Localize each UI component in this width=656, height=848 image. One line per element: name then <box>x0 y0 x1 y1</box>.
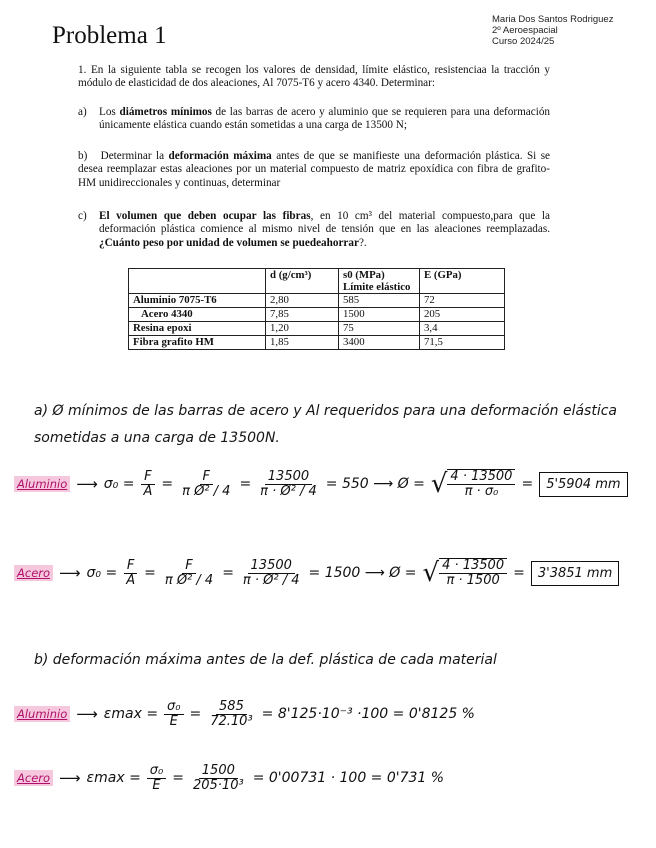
question-c-mid: , en 10 cm³ del material compuesto,para que la deformación plástica comience al mismo nivel de tensión que en las aleaciones reemplazadas. <box>99 210 550 236</box>
root-num: 4 · 13500 <box>439 559 507 574</box>
frac-den: 72.10³ <box>210 713 253 729</box>
frac-den: π Ø² / 4 <box>164 572 214 588</box>
table-header-cell <box>129 269 266 294</box>
question-a-label: a) <box>78 106 87 118</box>
table-row <box>129 308 505 322</box>
aluminio-highlight: Aluminio <box>14 706 70 722</box>
question-c-bold2: ¿Cuánto peso por unidad de volumen se puedeahorrar <box>99 236 359 249</box>
question-a <box>78 106 550 133</box>
question-a-text <box>99 106 550 133</box>
fraction <box>207 700 255 729</box>
arrow-icon: ⟶ <box>76 705 98 723</box>
frac-num: F <box>200 470 213 485</box>
fraction <box>257 470 320 499</box>
fraction <box>164 700 183 729</box>
question-c <box>78 210 550 250</box>
frac-num: 13500 <box>248 559 295 574</box>
author-name: Maria Dos Santos Rodriguez <box>492 14 614 25</box>
arrow-icon: ⟶ <box>76 475 98 493</box>
question-c-bold1: El volumen que deben ocupar las fibras <box>99 210 311 222</box>
table-row <box>129 294 505 308</box>
table-cell: Fibra grafito HM <box>129 336 266 350</box>
question-a-post: de las barras de acero y aluminio que se requieren para una deformación únicamente elástica cuando están sometidas a una carga de 13500 N; <box>99 106 551 132</box>
frac-num: F <box>124 559 137 574</box>
eq-lhs: σ₀ = <box>103 476 135 492</box>
author-block <box>492 14 613 47</box>
table-cell: Resina epoxi <box>129 322 266 336</box>
eq-lhs: σ₀ = <box>86 565 118 581</box>
aluminio-highlight: Aluminio <box>14 476 70 492</box>
eq-mid: = 1500 ⟶ Ø = <box>308 565 417 581</box>
result-box-acero-diameter: 3'3851 mm <box>531 561 619 586</box>
question-b <box>78 150 550 190</box>
table-row <box>129 336 505 350</box>
table-cell: 1,20 <box>266 322 339 336</box>
frac-num: 13500 <box>265 470 312 485</box>
frac-num: 585 <box>216 700 247 715</box>
square-root: √ $\frac{4 \cdot 13500}{\text{π · σ₀}}$ <box>431 469 516 499</box>
frac-num: 1500 <box>199 764 238 779</box>
equation-row-aluminio-b: Aluminio ⟶ εmax = $\frac{\text{σ₀}}{E}$ = $\frac{585}{\text{72.10³}}$ = 8'125·10⁻³ ·100 = 0'8125 % <box>14 684 475 744</box>
question-b-pre: Determinar la <box>100 150 169 162</box>
table-cell: Acero 4340 <box>129 308 266 322</box>
table-row <box>129 322 505 336</box>
acero-highlight: Acero <box>14 565 53 581</box>
question-b-bold: deformación máxima <box>168 150 272 162</box>
table-header-cell: E (GPa) <box>420 269 505 294</box>
academic-year: Curso 2024/25 <box>492 36 555 47</box>
equation-row-acero-b: Acero ⟶ εmax = $\frac{\text{σ₀}}{E}$ = $\frac{1500}{\text{205·10³}}$ = 0'00731 · 100 = 0'731 % <box>14 748 444 808</box>
problem-intro: 1. En la siguiente tabla se recogen los valores de densidad, límite elástico, resistenciaa la tracción y módulo de elasticidad de dos aleaciones, Al 7075-T6 y acero 4340. Determinar: <box>78 64 550 90</box>
acero-highlight: Acero <box>14 770 53 786</box>
frac-num: σ₀ <box>147 764 166 779</box>
question-b-label: b) <box>78 150 88 162</box>
table-cell: 7,85 <box>266 308 339 322</box>
solution-a-heading: a) Ø mínimos de las barras de acero y Al requeridos para una deformación elástica sometidas a una carga de 13500N. <box>34 403 618 446</box>
arrow-icon: ⟶ <box>59 769 81 787</box>
table-cell: 75 <box>339 322 420 336</box>
frac-num: F <box>182 559 195 574</box>
question-a-pre: Los <box>99 106 120 118</box>
frac-num: σ₀ <box>164 700 183 715</box>
table-cell: 585 <box>339 294 420 308</box>
frac-den: π · Ø² / 4 <box>242 572 300 588</box>
question-a-bold: diámetros mínimos <box>119 106 212 118</box>
question-c-label: c) <box>78 210 87 222</box>
frac-den: E <box>169 713 178 729</box>
fraction <box>190 764 247 793</box>
fraction <box>123 559 138 588</box>
table-cell: 2,80 <box>266 294 339 308</box>
fraction <box>147 764 166 793</box>
eq-mid: = 550 ⟶ Ø = <box>325 476 425 492</box>
table-cell: 1,85 <box>266 336 339 350</box>
root-den: π · σ₀ <box>464 484 499 499</box>
question-c-text <box>99 210 550 250</box>
eq-rest: = 0'00731 · 100 = 0'731 % <box>252 770 445 786</box>
course-name: 2º Aeroespacial <box>492 25 558 36</box>
solution-b-heading: b) deformación máxima antes de la def. plástica de cada material <box>34 652 497 668</box>
eq-rest: = 8'125·10⁻³ ·100 = 0'8125 % <box>261 706 475 722</box>
fraction <box>179 470 233 499</box>
table-header-row <box>129 269 505 294</box>
frac-den: π · Ø² / 4 <box>260 483 317 499</box>
table-header-cell: d (g/cm³) <box>266 269 339 294</box>
frac-den: 205·10³ <box>192 777 244 793</box>
fraction <box>162 559 216 588</box>
arrow-icon: ⟶ <box>59 564 81 582</box>
root-num: 4 · 13500 <box>447 470 515 485</box>
result-box-aluminio-diameter: 5'5904 mm <box>539 472 627 497</box>
properties-table <box>128 268 505 350</box>
table-cell: 3,4 <box>420 322 505 336</box>
table-cell: 71,5 <box>420 336 505 350</box>
frac-num: F <box>141 470 154 485</box>
equation-row-aluminio-a: Aluminio ⟶ σ₀ = $\frac{F}{A}$ = $\frac{F}{\text{π Ø² / 4}}$ = $\frac{13500}{\text{π · Ø² / 4}}$ = 550 ⟶ Ø = √ $\frac{4 \cdot 13500}{\text{π · σ₀}}$ = 5'5904 mm <box>14 454 628 514</box>
question-c-end: ?. <box>358 236 367 249</box>
fraction <box>140 470 155 499</box>
fraction <box>240 559 303 588</box>
frac-den: π Ø² / 4 <box>182 483 231 499</box>
table-cell: 1500 <box>339 308 420 322</box>
table-cell: Aluminio 7075-T6 <box>129 294 266 308</box>
frac-den: A <box>143 483 153 499</box>
table-cell: 72 <box>420 294 505 308</box>
square-root: √ $\frac{4 \cdot 13500}{\pi \cdot 1500}$ <box>423 558 508 588</box>
table-cell: 3400 <box>339 336 420 350</box>
equation-row-acero-a: Acero ⟶ σ₀ = $\frac{F}{A}$ = $\frac{F}{\text{π Ø² / 4}}$ = $\frac{13500}{\text{π · Ø² / 4}}$ = 1500 ⟶ Ø = √ $\frac{4 \cdot 13500}{\pi \cdot 1500}$ = 3'3851 mm <box>14 543 619 603</box>
question-b-post: antes de que se manifieste una deformación plástica. Si se desea reemplazar estas aleaciones por un material compuesto de matriz epoxídica con fibra de grafito-HM unidireccionales y continuas, determinar <box>78 150 551 189</box>
eq-lhs: εmax = <box>86 770 141 786</box>
table-cell: 205 <box>420 308 505 322</box>
frac-den: E <box>152 777 161 793</box>
eq-lhs: εmax = <box>103 706 159 722</box>
root-den: π · 1500 <box>446 573 500 588</box>
frac-den: A <box>126 572 136 588</box>
table-header-cell: s0 (MPa) Límite elástico <box>339 269 420 294</box>
page-title: Problema 1 <box>52 22 167 49</box>
